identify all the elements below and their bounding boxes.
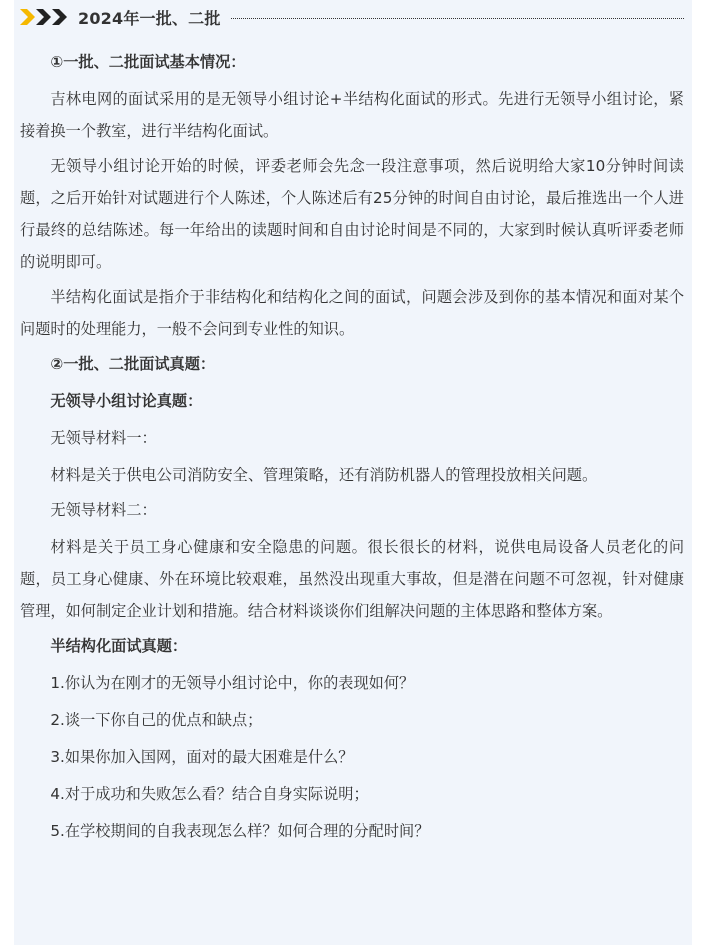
question-item: 3.如果你加入国网，面对的最大困难是什么？ (50, 748, 354, 766)
chevron-right-icon (20, 9, 35, 25)
material-two-label: 无领导材料二： (50, 501, 157, 519)
heading-basic-info: ①一批、二批面试基本情况： (50, 53, 246, 71)
question-item: 4.对于成功和失败怎么看？结合自身实际说明； (50, 785, 369, 803)
article-body (14, 34, 692, 847)
heading-real-questions: ②一批、二批面试真题： (50, 355, 216, 373)
material-two-text: 材料是关于员工身心健康和安全隐患的问题。很长很长的材料，说供电局设备人员老化的问题，员工身心健康、外在环境比较艰难，虽然没出现重大事故，但是潜在问题不可忽视，针对健康管理，如何制定企业计划和措施。结合材料谈谈你们组解决问题的主体思路和整体方案。 (20, 538, 684, 620)
chevron-right-icon (36, 9, 51, 25)
question-item: 5.在学校期间的自我表现怎么样？如何合理的分配时间？ (50, 822, 430, 840)
material-one-text: 材料是关于供电公司消防安全、管理策略，还有消防机器人的管理投放相关问题。 (50, 466, 598, 484)
heading-semi-structured-questions: 半结构化面试真题： (50, 637, 188, 655)
paragraph-semi-structured: 半结构化面试是指介于非结构化和结构化之间的面试，问题会涉及到你的基本情况和面对某个问题时的处理能力，一般不会问到专业性的知识。 (20, 288, 684, 338)
section-title: 2024年一批、二批 (78, 8, 221, 28)
question-item: 2.谈一下你自己的优点和缺点； (50, 711, 263, 729)
section-header (14, 0, 692, 34)
paragraph-group-discussion: 无领导小组讨论开始的时候，评委老师会先念一段注意事项，然后说明给大家10分钟时间读题，之后开始针对试题进行个人陈述，个人陈述后有25分钟的时间自由讨论，最后推选出一个人进行最终的总结陈述。每一年给出的读题时间和自由讨论时间是不同的，大家到时候认真听评委老师的说明即可。 (20, 157, 684, 271)
dotted-divider (231, 18, 684, 19)
heading-group-discussion-questions: 无领导小组讨论真题： (50, 392, 203, 410)
triple-chevron-right-icon (20, 7, 68, 27)
article-panel (14, 0, 692, 945)
question-item: 1.你认为在刚才的无领导小组讨论中，你的表现如何？ (50, 674, 415, 692)
chevron-right-icon (52, 9, 67, 25)
material-one-label: 无领导材料一： (50, 429, 157, 447)
paragraph-interview-format: 吉林电网的面试采用的是无领导小组讨论+半结构化面试的形式。先进行无领导小组讨论，紧接着换一个教室，进行半结构化面试。 (20, 90, 684, 140)
